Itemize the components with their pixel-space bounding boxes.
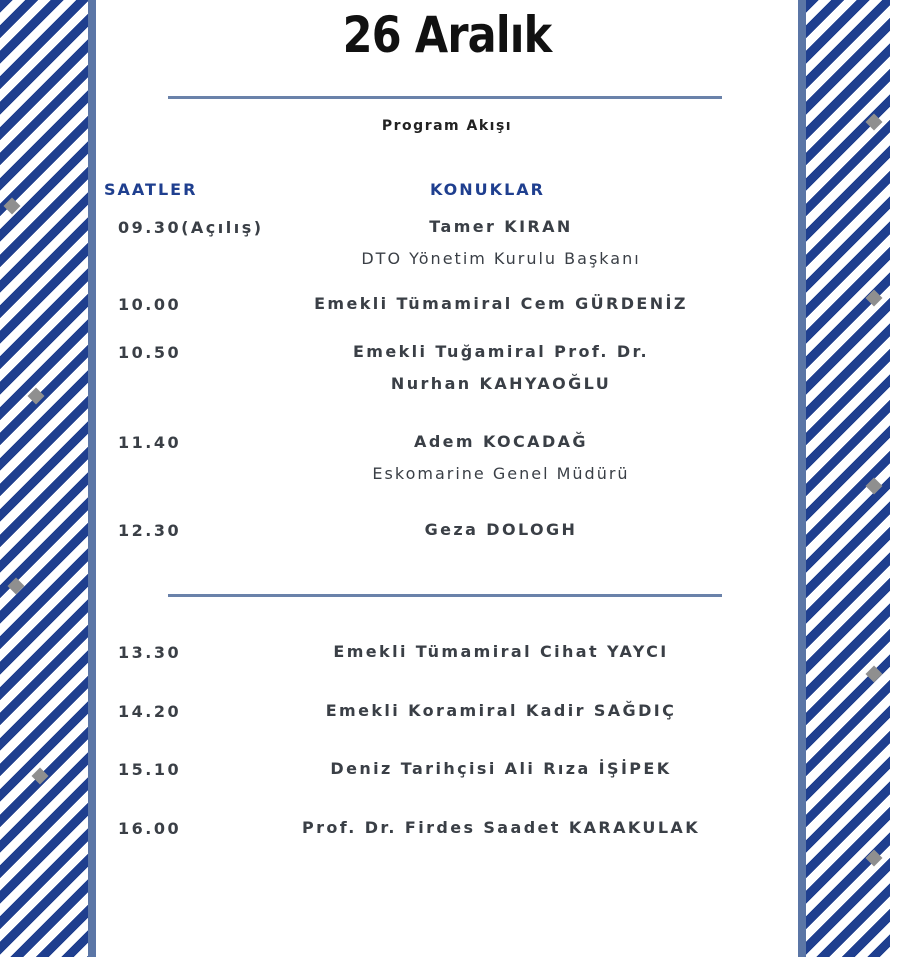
guest-name: Emekli Koramiral Kadir SAĞDIÇ	[325, 701, 677, 720]
session-guest	[246, 288, 756, 320]
guest-name: Emekli Tuğamiral Prof. Dr.	[352, 342, 650, 361]
guest-name: Adem KOCADAĞ	[414, 432, 588, 451]
left-rail	[88, 0, 96, 957]
guest-name: Geza DOLOGH	[424, 520, 578, 539]
session-guest	[246, 211, 756, 275]
times-header: SAATLER	[104, 180, 198, 199]
session-time: 12.30	[118, 521, 182, 540]
pattern-accent	[866, 850, 883, 867]
session-guest	[246, 636, 756, 668]
session-guest	[246, 426, 756, 490]
guest-name: Tamer KIRAN	[429, 217, 573, 236]
pattern-accent	[8, 578, 25, 595]
guest-name: Emekli Tümamiral Cihat YAYCI	[333, 642, 669, 661]
session-guest	[246, 812, 756, 844]
divider-top	[168, 96, 722, 99]
program-subtitle: Program Akışı	[381, 118, 513, 134]
pattern-accent	[866, 114, 883, 131]
session-guest	[246, 753, 756, 785]
right-rail	[798, 0, 806, 957]
guest-name-cont: Nurhan KAHYAOĞLU	[390, 374, 612, 393]
session-time: 15.10	[118, 760, 182, 779]
session-time: 10.50	[118, 343, 182, 362]
session-guest	[246, 336, 756, 400]
program-content	[96, 0, 798, 957]
guest-name: Emekli Tümamiral Cem GÜRDENİZ	[314, 294, 688, 313]
pattern-accent	[866, 478, 883, 495]
pattern-accent	[28, 388, 45, 405]
session-time: 13.30	[118, 643, 182, 662]
session-time: 11.40	[118, 433, 182, 452]
session-guest	[246, 514, 756, 546]
pattern-accent	[4, 198, 21, 215]
guest-role: Eskomarine Genel Müdürü	[372, 464, 630, 483]
session-time: 10.00	[118, 295, 182, 314]
pattern-accent	[32, 768, 49, 785]
page-title: 26 Aralık	[342, 6, 552, 64]
left-pattern-border	[0, 0, 88, 957]
guest-name: Deniz Tarihçisi Ali Rıza İŞİPEK	[330, 759, 672, 778]
divider-middle	[168, 594, 722, 597]
guests-header: KONUKLAR	[430, 180, 545, 199]
pattern-accent	[866, 290, 883, 307]
guest-name: Prof. Dr. Firdes Saadet KARAKULAK	[302, 818, 700, 837]
right-pattern-border	[806, 0, 890, 957]
pattern-accent	[866, 666, 883, 683]
guest-role: DTO Yönetim Kurulu Başkanı	[361, 249, 641, 268]
session-time: 09.30(Açılış)	[118, 218, 264, 237]
session-time: 14.20	[118, 702, 182, 721]
session-guest	[246, 695, 756, 727]
session-time: 16.00	[118, 819, 182, 838]
